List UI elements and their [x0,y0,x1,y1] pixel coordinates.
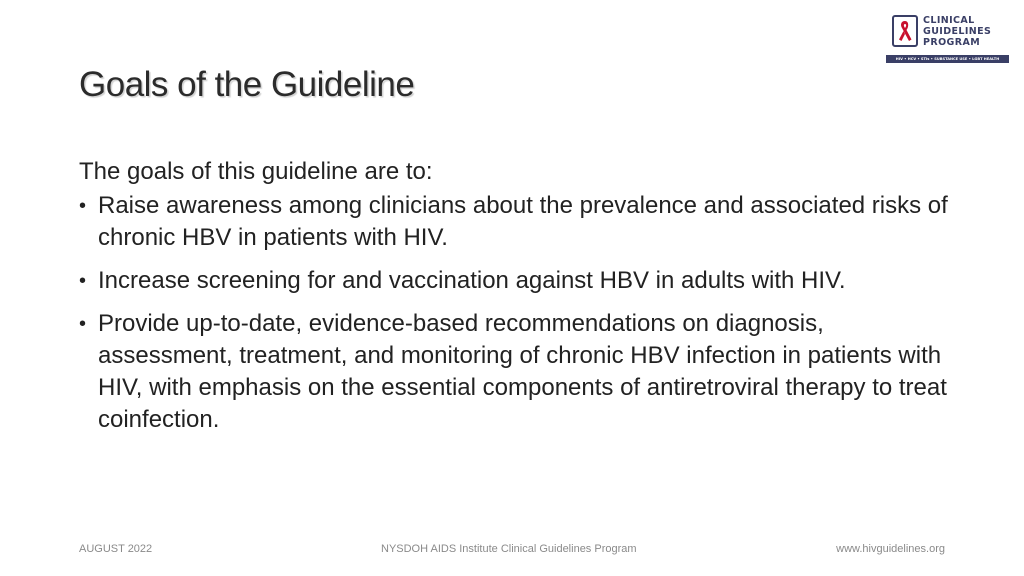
red-ribbon-icon [892,15,918,47]
bullet-icon: • [79,195,87,217]
bullet-icon: • [79,270,87,292]
list-item [79,308,959,436]
goal-text: Increase screening for and vaccination against HBV in adults with HIV. [98,267,846,294]
footer-url: www.hivguidelines.org [836,543,945,555]
goal-text: Raise awareness among clinicians about the prevalence and associated risks of chronic HBV in patients with HIV. [98,192,948,251]
logo-line-2: GUIDELINES [923,26,992,37]
goals-list [79,190,959,436]
logo-line-3: PROGRAM [923,37,981,48]
logo-line-1: CLINICAL [923,15,975,26]
footer-date: AUGUST 2022 [79,543,153,555]
list-item [79,265,959,297]
footer-organization: NYSDOH AIDS Institute Clinical Guidelines Program [381,543,637,555]
slide-body [79,156,959,447]
clinical-guidelines-program-logo [886,13,1009,65]
logo-wordmark [923,15,991,48]
intro-text: The goals of this guideline are to: [79,158,433,185]
logo-tagline: HIV • HCV • STIs • SUBSTANCE USE • LGBT HEALTH [886,55,1009,63]
page-title: Goals of the Guideline [79,65,415,104]
bullet-icon: • [79,313,87,335]
list-item [79,190,959,254]
goal-text: Provide up-to-date, evidence-based recommendations on diagnosis, assessment, treatment, and monitoring of chronic HBV infection in patients with HIV, with emphasis on the essential components of antiretroviral therapy to treat coinfection. [98,310,947,433]
